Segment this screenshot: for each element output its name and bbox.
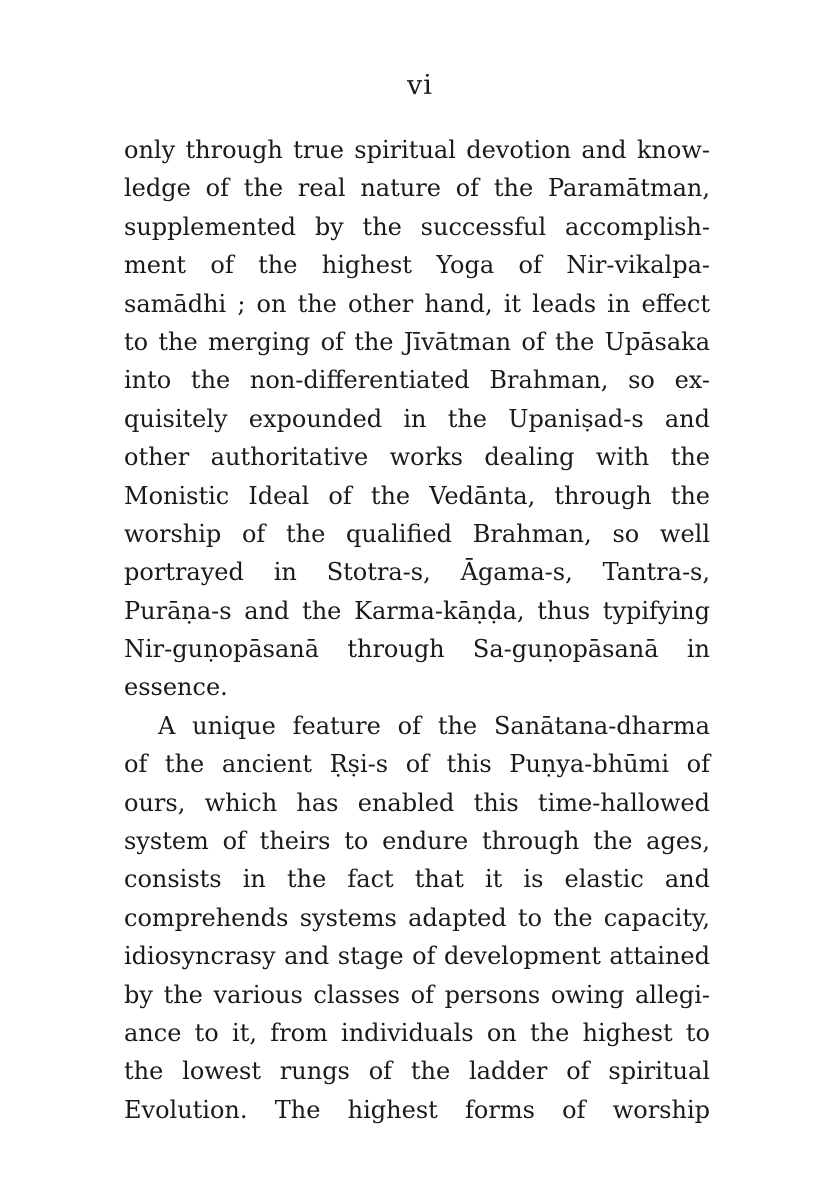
- text-line: idiosyncrasy and stage of development attained: [124, 942, 710, 971]
- text-line: A unique feature of the Sanātana-dharma: [158, 711, 710, 740]
- text-line: ment of the highest Yoga of Nir-vikalpa-: [124, 251, 710, 280]
- text-line: other authoritative works dealing with the: [124, 443, 710, 472]
- text-line: ours, which has enabled this time-hallowed: [124, 788, 710, 817]
- text-line: essence.: [124, 673, 228, 702]
- text-line: portrayed in Stotra-s, Āgama-s, Tantra-s,: [124, 558, 710, 587]
- text-line: system of theirs to endure through the ages,: [124, 827, 710, 856]
- paragraph-1: [124, 131, 710, 707]
- text-line: only through true spiritual devotion and know-: [124, 136, 710, 164]
- text-line: Evolution. The highest forms of worship: [124, 1095, 710, 1124]
- text-line: into the non-differentiated Brahman, so ex-: [124, 366, 710, 395]
- text-line: comprehends systems adapted to the capacity,: [124, 903, 710, 932]
- text-line: the lowest rungs of the ladder of spiritual: [124, 1057, 710, 1086]
- text-line: Purāṇa-s and the Karma-kāṇḍa, thus typifying: [124, 596, 710, 625]
- text-line: by the various classes of persons owing allegi-: [124, 980, 710, 1009]
- text-line: supplemented by the successful accomplish-: [124, 212, 710, 241]
- text-line: to the merging of the Jīvātman of the Upāsaka: [124, 327, 710, 356]
- text-line: consists in the fact that it is elastic and: [124, 865, 710, 894]
- page-number: vi: [407, 70, 433, 101]
- text-line: Monistic Ideal of the Vedānta, through the: [124, 481, 710, 510]
- text-line: samādhi ; on the other hand, it leads in effect: [124, 289, 710, 318]
- text-line: worship of the qualified Brahman, so well: [124, 519, 710, 548]
- text-line: quisitely expounded in the Upaniṣad-s and: [124, 404, 710, 433]
- body-text: [124, 131, 710, 1129]
- text-line: of the ancient Ṛṣi-s of this Puṇya-bhūmi of: [124, 750, 710, 779]
- paragraph-2: [124, 707, 710, 1129]
- text-line: ance to it, from individuals on the highest to: [124, 1018, 710, 1047]
- text-line: ledge of the real nature of the Paramātman,: [124, 174, 710, 203]
- text-line: Nir-guṇopāsanā through Sa-guṇopāsanā in: [124, 635, 710, 664]
